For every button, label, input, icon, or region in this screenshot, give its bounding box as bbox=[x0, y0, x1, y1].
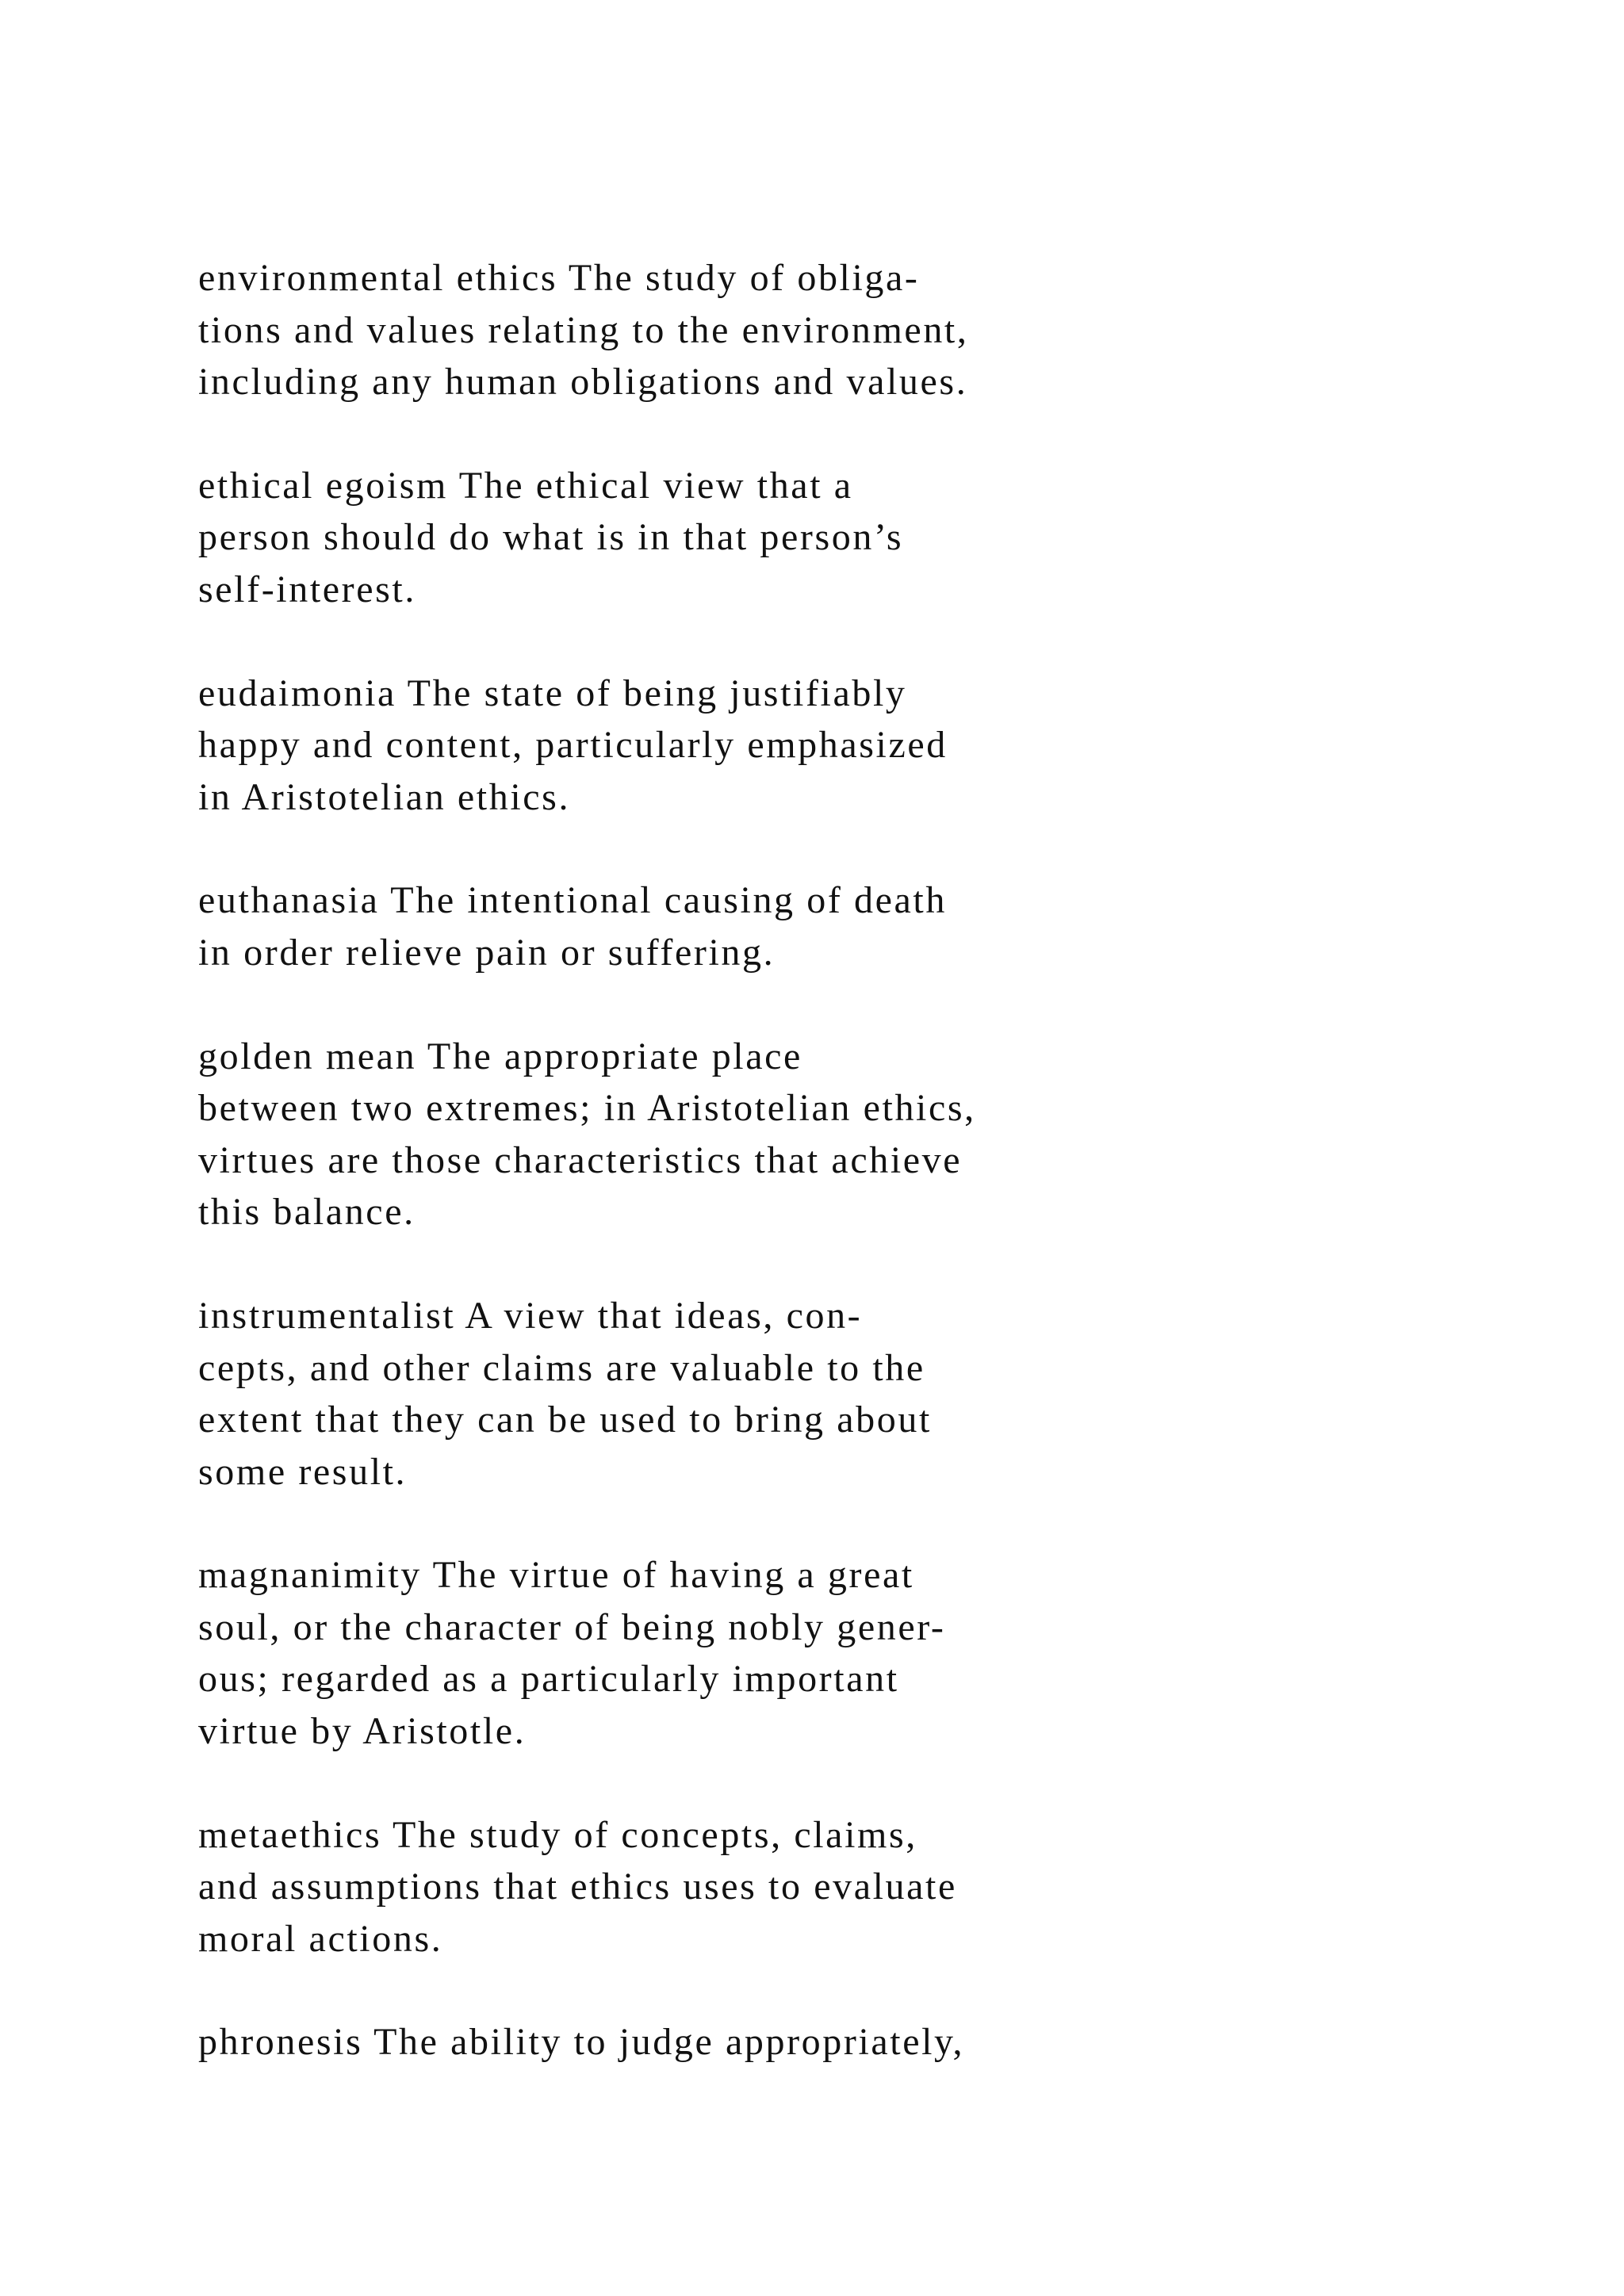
entry-line: moral actions. bbox=[198, 1917, 443, 1960]
entry-line: extent that they can be used to bring about bbox=[198, 1399, 932, 1441]
entry-line: self-interest. bbox=[198, 568, 416, 610]
entry-line: eudaimonia The state of being justifiably bbox=[198, 672, 907, 714]
entry-line: and assumptions that ethics uses to evaluate bbox=[198, 1866, 957, 1908]
entry-line: between two extremes; in Aristotelian ethics, bbox=[198, 1087, 976, 1130]
entry-line: some result. bbox=[198, 1450, 408, 1493]
entry-line: in order relieve pain or suffering. bbox=[198, 931, 776, 974]
entry-line: including any human obligations and values. bbox=[198, 361, 968, 404]
entry-line: this balance. bbox=[198, 1191, 416, 1234]
entry-line: phronesis The ability to judge appropriately, bbox=[198, 2021, 965, 2064]
entry-line: soul, or the character of being nobly gener- bbox=[198, 1605, 946, 1648]
glossary-entry-eudaimonia bbox=[198, 668, 1324, 824]
glossary-entry-euthanasia bbox=[198, 874, 1324, 978]
entry-line: happy and content, particularly emphasized bbox=[198, 724, 948, 767]
glossary-entry-golden-mean bbox=[198, 1031, 1324, 1238]
entry-line: ethical egoism The ethical view that a bbox=[198, 464, 853, 507]
entry-line: euthanasia The intentional causing of death bbox=[198, 879, 947, 922]
entry-line: tions and values relating to the environment, bbox=[198, 308, 969, 351]
entry-line: cepts, and other claims are valuable to the bbox=[198, 1346, 925, 1389]
entry-line: magnanimity The virtue of having a great bbox=[198, 1554, 914, 1597]
entry-line: golden mean The appropriate place bbox=[198, 1035, 802, 1077]
entry-line: metaethics The study of concepts, claims, bbox=[198, 1813, 917, 1856]
glossary-entry-phronesis bbox=[198, 2016, 1324, 2068]
glossary-entry-magnanimity bbox=[198, 1549, 1324, 1757]
entry-line: virtue by Aristotle. bbox=[198, 1710, 527, 1753]
entry-line: person should do what is in that person’s bbox=[198, 516, 904, 559]
entry-line: instrumentalist A view that ideas, con- bbox=[198, 1294, 863, 1337]
entry-line: virtues are those characteristics that achieve bbox=[198, 1138, 963, 1181]
entry-line: ous; regarded as a particularly important bbox=[198, 1658, 899, 1701]
glossary-entry-environmental-ethics bbox=[198, 252, 1324, 408]
glossary-entry-metaethics bbox=[198, 1809, 1324, 1965]
glossary-list bbox=[198, 252, 1324, 2120]
glossary-entry-ethical-egoism bbox=[198, 460, 1324, 616]
entry-line: environmental ethics The study of obliga- bbox=[198, 257, 920, 299]
entry-line: in Aristotelian ethics. bbox=[198, 775, 571, 818]
glossary-entry-instrumentalist bbox=[198, 1290, 1324, 1498]
